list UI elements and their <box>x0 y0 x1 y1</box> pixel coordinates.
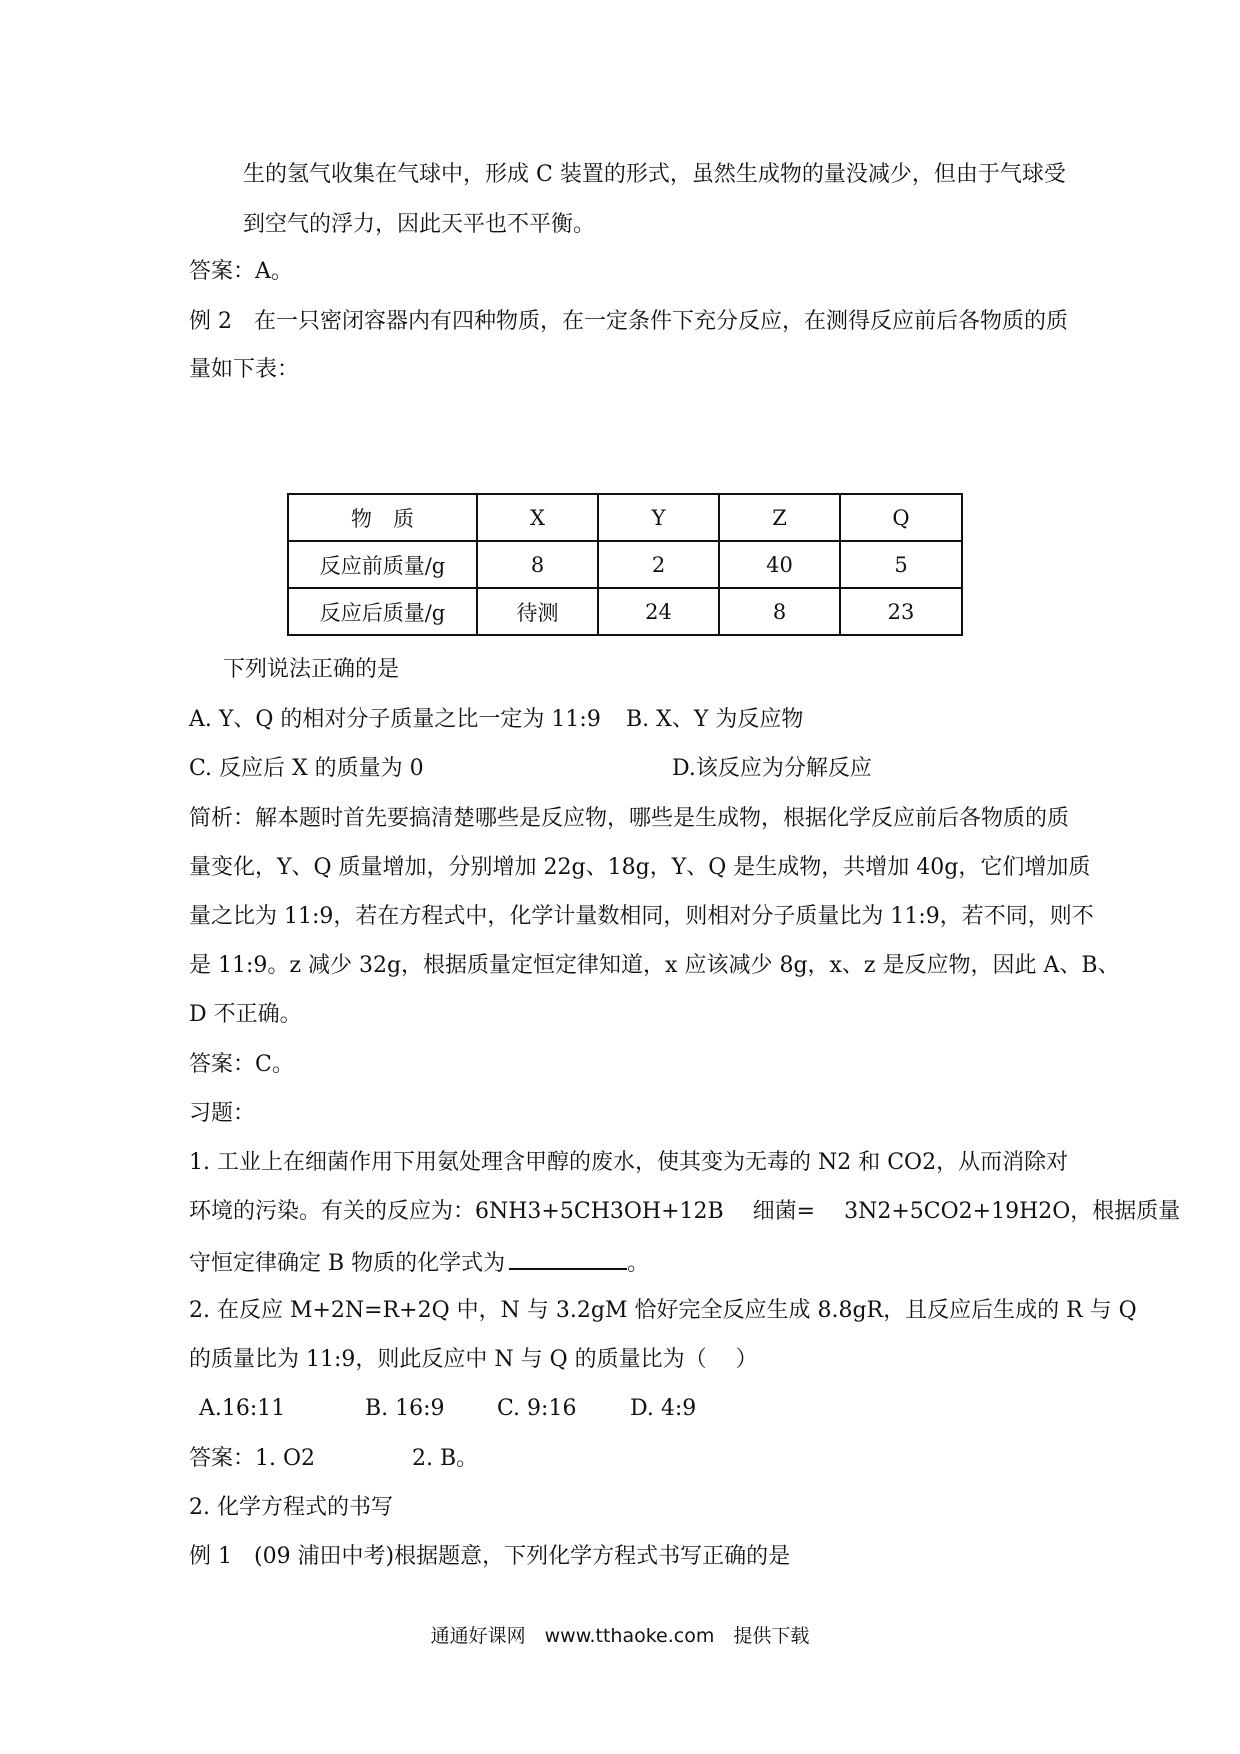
analysis-line: 简析：解本题时首先要搞清楚哪些是反应物，哪些是生成物，根据化学反应前后各物质的质 <box>189 806 1070 831</box>
exercise-1-line: 1. 工业上在细菌作用下用氨处理含甲醇的废水，使其变为无毒的 N2 和 CO2，从而消除对 <box>189 1150 1069 1175</box>
table-cell: 23 <box>840 588 962 635</box>
analysis-line: D 不正确。 <box>189 1002 302 1027</box>
table-header-cell: 物 质 <box>288 494 477 541</box>
table-header-cell: Z <box>719 494 840 541</box>
exercises-title: 习题： <box>189 1101 256 1126</box>
exercises-answer-2: 2. B。 <box>412 1446 479 1471</box>
exercise-2-option: D. 4:9 <box>630 1396 697 1421</box>
table-row <box>288 541 962 588</box>
analysis-line: 是 11:9。z 减少 32g，根据质量定恒定律知道，x 应该减少 8g，x、z 是反应物，因此 A、B、 <box>189 953 1120 978</box>
section-example-1: 例 1 (09 浦田中考)根据题意，下列化学方程式书写正确的是 <box>189 1544 791 1569</box>
exercises-answer-1: 答案：1. O2 <box>189 1446 316 1471</box>
exercise-2-line: 的质量比为 11:9，则此反应中 N 与 Q 的质量比为（ ） <box>189 1347 758 1372</box>
intro-line-2: 到空气的浮力，因此天平也不平衡。 <box>243 212 596 237</box>
answer-c: 答案：C。 <box>189 1052 294 1077</box>
table-row <box>288 588 962 635</box>
option-c: C. 反应后 X 的质量为 0 <box>189 756 424 781</box>
exercise-1-line: 环境的污染。有关的反应为：6NH3+5CH3OH+12B 细菌= 3N2+5CO2+19H2O，根据质量 <box>189 1199 1181 1224</box>
table-cell: 40 <box>719 541 840 588</box>
table-cell: 8 <box>477 541 598 588</box>
example2-line-2: 量如下表： <box>189 357 300 382</box>
example2-line-1: 例 2 在一只密闭容器内有四种物质，在一定条件下充分反应，在测得反应前后各物质的质 <box>189 309 1068 334</box>
exercise-1-end: 。 <box>627 1251 650 1276</box>
section-title: 2. 化学方程式的书写 <box>189 1495 393 1520</box>
answer-a: 答案：A。 <box>189 259 293 284</box>
intro-line-1: 生的氢气收集在气球中，形成 C 装置的形式，虽然生成物的量没减少，但由于气球受 <box>243 162 1066 187</box>
answer-blank <box>509 1246 627 1270</box>
table-cell: 反应后质量/g <box>288 588 477 635</box>
option-b: B. X、Y 为反应物 <box>626 707 804 732</box>
table-cell: 5 <box>840 541 962 588</box>
table-cell: 待测 <box>477 588 598 635</box>
exercise-2-line: 2. 在反应 M+2N=R+2Q 中，N 与 3.2gM 恰好完全反应生成 8.8gR，且反应后生成的 R 与 Q <box>189 1298 1137 1323</box>
table-header-cell: Y <box>598 494 719 541</box>
option-a: A. Y、Q 的相对分子质量之比一定为 11:9 <box>189 707 601 732</box>
table-header-cell: X <box>477 494 598 541</box>
exercise-2-option: B. 16:9 <box>365 1396 445 1421</box>
question-prompt: 下列说法正确的是 <box>223 657 400 682</box>
exercise-2-option: C. 9:16 <box>497 1396 577 1421</box>
mass-table <box>287 493 963 636</box>
table-header-cell: Q <box>840 494 962 541</box>
table-cell: 2 <box>598 541 719 588</box>
page-footer: 通通好课网 www.tthaoke.com 提供下载 <box>430 1625 810 1647</box>
table-header-row <box>288 494 962 541</box>
table-cell: 24 <box>598 588 719 635</box>
table-cell: 8 <box>719 588 840 635</box>
table-cell: 反应前质量/g <box>288 541 477 588</box>
analysis-line: 量变化，Y、Q 质量增加，分别增加 22g、18g，Y、Q 是生成物，共增加 40g，它们增加质 <box>189 855 1091 880</box>
exercise-1-line-3 <box>189 1246 649 1279</box>
option-d: D.该反应为分解反应 <box>672 756 872 781</box>
exercise-2-option: A.16:11 <box>199 1396 286 1421</box>
analysis-line: 量之比为 11:9，若在方程式中，化学计量数相同，则相对分子质量比为 11:9，若不同，则不 <box>189 904 1094 929</box>
exercise-1-text: 守恒定律确定 B 物质的化学式为 <box>189 1251 506 1276</box>
